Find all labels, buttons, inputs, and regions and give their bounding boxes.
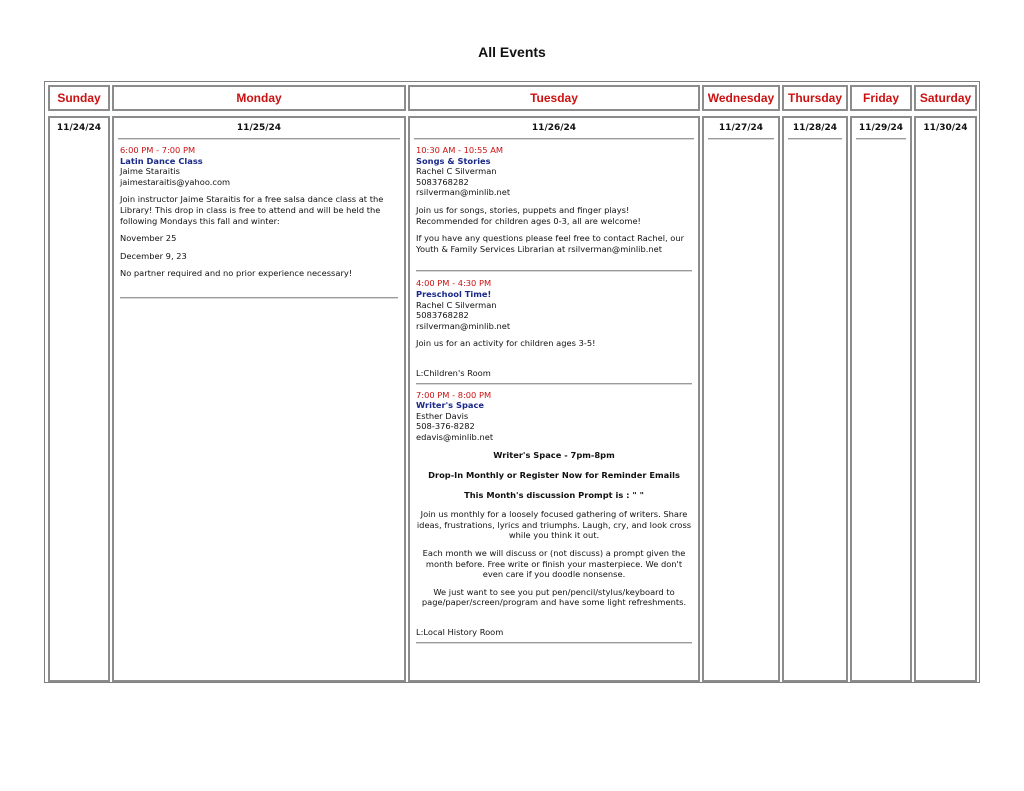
divider bbox=[416, 642, 692, 644]
divider bbox=[416, 383, 692, 385]
day-header-saturday bbox=[914, 85, 977, 111]
event-title[interactable]: Latin Dance Class bbox=[120, 155, 203, 166]
day-name: Friday bbox=[862, 91, 899, 105]
day-cell-thursday bbox=[782, 116, 848, 682]
event-phone: 5083768282 bbox=[416, 310, 469, 321]
event-songs-stories[interactable] bbox=[410, 145, 698, 272]
day-column-thursday bbox=[782, 85, 848, 682]
day-column-sunday bbox=[48, 85, 110, 682]
event-description: Join us for songs, stories, puppets and finger plays! Recommended for children ages 0-3, all are welcome! bbox=[416, 204, 641, 226]
event-heading: Writer's Space - 7pm-8pm bbox=[493, 450, 615, 461]
day-header-monday bbox=[112, 85, 406, 111]
event-title[interactable]: Writer's Space bbox=[416, 400, 485, 411]
divider bbox=[708, 138, 774, 140]
event-description: If you have any questions please feel free to contact Rachel, our Youth & Family Services Librarian at rsilverman@minlib.net bbox=[416, 233, 685, 254]
event-heading: This Month's discussion Prompt is : " " bbox=[464, 489, 644, 500]
divider bbox=[788, 138, 842, 140]
day-cell-monday bbox=[112, 116, 406, 682]
day-cell-sunday bbox=[48, 116, 110, 682]
day-header-sunday bbox=[48, 85, 110, 111]
day-name: Sunday bbox=[57, 91, 101, 105]
divider bbox=[120, 297, 398, 299]
day-column-monday bbox=[112, 85, 406, 682]
event-heading: Drop-In Monthly or Register Now for Reminder Emails bbox=[428, 470, 680, 481]
day-name: Thursday bbox=[787, 91, 842, 105]
day-date: 11/30/24 bbox=[923, 123, 968, 133]
day-cell-wednesday bbox=[702, 116, 780, 682]
event-contact: Jaime Staraitis bbox=[120, 166, 180, 177]
divider bbox=[416, 270, 692, 272]
day-column-saturday bbox=[914, 85, 977, 682]
day-header-thursday bbox=[782, 85, 848, 111]
day-date: 11/24/24 bbox=[56, 123, 102, 133]
event-contact: Rachel C Silverman bbox=[416, 166, 497, 177]
calendar-table bbox=[44, 81, 980, 683]
day-date: 11/27/24 bbox=[718, 123, 764, 133]
event-description: Join instructor Jaime Staraitis for a free salsa dance class at the Library! This drop in class is free to attend and will be held the following Mondays this fall and winter: bbox=[120, 194, 384, 226]
day-cell-tuesday bbox=[408, 116, 700, 682]
day-name: Monday bbox=[236, 91, 282, 105]
day-header-tuesday bbox=[408, 85, 700, 111]
event-description: Join us monthly for a loosely focused gathering of writers. Share ideas, frustrations, lyrics and triumphs. Laugh, cry, and look cross while you think it out. bbox=[416, 509, 692, 541]
day-date: 11/28/24 bbox=[792, 123, 838, 133]
day-cell-friday bbox=[850, 116, 912, 682]
event-description: We just want to see you put pen/pencil/stylus/keyboard to page/paper/screen/program and have some light refreshments. bbox=[421, 586, 687, 608]
event-time: 10:30 AM - 10:55 AM bbox=[416, 145, 504, 155]
event-phone: 508-376-8282 bbox=[416, 421, 475, 432]
page-title: All Events bbox=[478, 44, 546, 60]
event-date-line: December 9, 23 bbox=[120, 250, 187, 261]
event-location: L:Local History Room bbox=[416, 627, 504, 637]
day-date: 11/29/24 bbox=[858, 123, 904, 133]
day-name: Saturday bbox=[919, 91, 972, 105]
event-description: Join us for an activity for children ages 3-5! bbox=[416, 338, 596, 349]
day-column-tuesday bbox=[408, 85, 700, 682]
day-date: 11/25/24 bbox=[236, 123, 282, 133]
day-column-friday bbox=[850, 85, 912, 682]
event-phone: 5083768282 bbox=[416, 176, 469, 187]
day-date: 11/26/24 bbox=[531, 123, 577, 133]
divider bbox=[118, 138, 400, 140]
event-email: jaimestaraitis@yahoo.com bbox=[120, 176, 231, 187]
event-title[interactable]: Preschool Time! bbox=[416, 288, 492, 299]
day-name: Wednesday bbox=[707, 91, 775, 105]
event-date-line: November 25 bbox=[120, 233, 177, 244]
event-description: Each month we will discuss or (not discuss) a prompt given the month before. Free write or finish your masterpiece. We don't even care if you doodle nonsense. bbox=[422, 548, 686, 580]
event-time: 6:00 PM - 7:00 PM bbox=[120, 145, 196, 155]
event-email: edavis@minlib.net bbox=[416, 431, 494, 442]
event-note: No partner required and no prior experience necessary! bbox=[120, 268, 353, 279]
event-latin-dance-class[interactable] bbox=[114, 145, 404, 299]
event-contact: Rachel C Silverman bbox=[416, 299, 497, 310]
day-header-wednesday bbox=[702, 85, 780, 111]
day-cell-saturday bbox=[914, 116, 977, 682]
event-location: L:Children's Room bbox=[416, 367, 491, 378]
day-column-wednesday bbox=[702, 85, 780, 682]
event-email: rsilverman@minlib.net bbox=[416, 320, 511, 331]
event-title[interactable]: Songs & Stories bbox=[416, 155, 491, 166]
event-preschool-time[interactable] bbox=[410, 278, 698, 384]
event-email: rsilverman@minlib.net bbox=[416, 187, 511, 198]
event-contact: Esther Davis bbox=[416, 410, 469, 421]
divider bbox=[856, 138, 906, 140]
day-name: Tuesday bbox=[530, 91, 578, 105]
day-header-friday bbox=[850, 85, 912, 111]
event-time: 4:00 PM - 4:30 PM bbox=[416, 278, 492, 289]
divider bbox=[414, 138, 694, 140]
event-writers-space[interactable] bbox=[410, 390, 698, 644]
event-time: 7:00 PM - 8:00 PM bbox=[416, 389, 492, 400]
